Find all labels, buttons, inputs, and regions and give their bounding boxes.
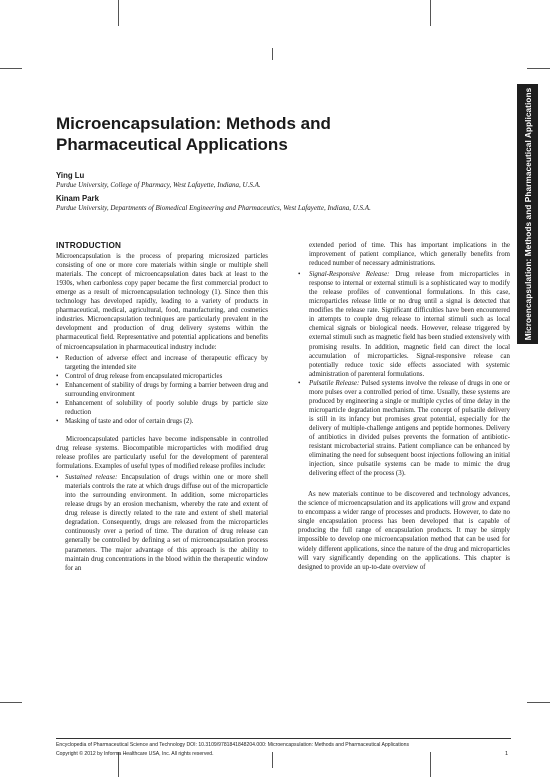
list-item [56, 473, 268, 573]
term-text: Encapsulation of drugs within one or more shell materials controls the rate at which drugs diffuse out of the microparticle into the surrounding environment. In addition, some microparticles release drugs by an erosion mechanism, whereby the rate and extent of drug release is directly related to the rate and extent of shell material degradation. Consequently, drugs are released from the microparticles continuously over a period of time. The duration of drug release can generally be controlled by defining a set of microencapsulation process parameters. The major advantage of this approach is the ability to maintain drug concentrations in the blood within the therapeutic window for an [65, 474, 268, 572]
body-paragraph: As new materials continue to be discovered and technology advances, the science of microencapsulation and its applications will grow and expand to encompass a wider range of processes and products. However, to date no single encapsulation process has been developed that is capable of producing the full range of encapsulation products. It may be simply impossible to develop one microencapsulation method that can be used for widely different applications, since the nature of the drug and microparticles will vary significantly depending on the applications. This chapter is designed to provide an up-to-date overview of [298, 491, 510, 571]
term-text: Pulsed systems involve the release of drugs in one or more pulses over a controlled period of time. Usually, these systems are produced by engineering a single or multiple cycles of time delay in the microparticle degradation mechanism. The concept of pulsatile delivery is still in its infancy but promises great potential, especially for the delivery of multiple-challenge antigens and peptide hormones. Delivery of antibiotics in divided pulses prevents the formation of antibiotic-resistant microbacterial strains. Patient compliance can be enhanced by eliminating the need for subsequent boost injections following an initial injection, since pulsatile systems can be made to mimic the drug delivering effect of the process (3). [309, 379, 510, 478]
body-paragraph: extended period of time. This has important implications in the improvement of patient compliance, which generally benefits from reduced number of necessary administrations. [309, 242, 510, 268]
crop-mark [527, 68, 550, 69]
author-affiliation: Purdue University, Departments of Biomedical Engineering and Pharmaceutics, West Lafayette, Indiana, U.S.A. [56, 204, 371, 212]
list-item: • Masking of taste and odor of certain drugs (2). [56, 417, 268, 426]
article-title: Microencapsulation: Methods and Pharmaceutical Applications [56, 114, 331, 154]
benefits-list [56, 354, 268, 426]
section-heading: INTRODUCTION [56, 241, 122, 250]
crop-mark [527, 702, 550, 703]
list-item: • Enhancement of stability of drugs by forming a barrier between drug and surrounding environment [56, 381, 268, 399]
term-label: Signal-Responsive Release: [309, 271, 390, 279]
author-name: Kinam Park [56, 194, 99, 203]
release-list [56, 473, 268, 573]
list-item: • Reduction of adverse effect and increase of therapeutic efficacy by targeting the intended site [56, 354, 268, 372]
author-affiliation: Purdue University, College of Pharmacy, West Lafayette, Indiana, U.S.A. [56, 181, 261, 189]
term-label: Pulsatile Release: [309, 379, 360, 387]
crop-mark [118, 0, 119, 26]
author-name: Ying Lu [56, 171, 85, 180]
list-item: • Enhancement of solubility of poorly soluble drugs by particle size reduction [56, 399, 268, 417]
term-label: Sustained release: [65, 474, 118, 482]
crop-mark [430, 0, 431, 26]
section-tab-label-wrap [517, 84, 538, 344]
release-list [298, 270, 510, 478]
intro-paragraph: Microencapsulation is the process of preparing microsized particles consisting of one or more core materials within single or multiple shell materials. The concept of microencapsulation dates back at least to the 1930s, when carbonless copy paper became the first commercial product to emerge as a result of microencapsulation technology (1). Since then this technology has developed rapidly, leading to a variety of products in pharmaceutical, medical, agricultural, food, manufacturing, and cosmetics industries. Microencapsulation techniques are particularly prevalent in the development and production of drug delivery systems within the pharmaceutical field. Representative and potential applications and benefits of microencapsulation in pharmaceutical industry include: [56, 253, 268, 351]
section-tab-label: Microencapsulation: Methods and Pharmaceutical Applications [522, 87, 533, 341]
footer-copyright: Copyright © 2012 by Informa Healthcare USA, Inc. All rights reserved. [56, 751, 214, 757]
footer-rule [56, 738, 511, 739]
list-item [298, 379, 510, 479]
list-item [298, 270, 510, 379]
left-column [56, 241, 268, 577]
body-paragraph: Microencapsulated particles have become indispensable in controlled drug release systems. Biocompatible microparticles with modified drug release profiles are particularly useful for the development of parenteral formulations. Examples of useful types of modified release profiles include: [56, 435, 268, 471]
crop-mark [272, 48, 273, 60]
crop-mark [0, 68, 22, 69]
right-column [298, 241, 510, 572]
list-item: • Control of drug release from encapsulated microparticles [56, 372, 268, 381]
page-number: 1 [505, 751, 509, 757]
footer-citation: Encyclopedia of Pharmaceutical Science and Technology DOI: 10.3109/9781841848204.000: Microencapsulation: Methods and Pharmaceutical Applications [56, 742, 410, 748]
term-text: Drug release from microparticles in response to internal or external stimuli is a sophisticated way to modify the release profiles of conventional formulations. In this case, microparticles release little or no drug until a signal is detected that modifies the release rate. Significant difficulties have been encountered in attempts to couple drug release to internal stimuli such as local chemical signals or biological needs. However, release triggered by external stimuli such as magnetic field has been studied extensively with promising results. In addition, magnetic field can direct the local accumulation of microparticles. Signal-responsive release can potentially reduce toxic side effects associated with systemic administration of parenteral formulations. [309, 271, 510, 378]
crop-mark [0, 702, 22, 703]
